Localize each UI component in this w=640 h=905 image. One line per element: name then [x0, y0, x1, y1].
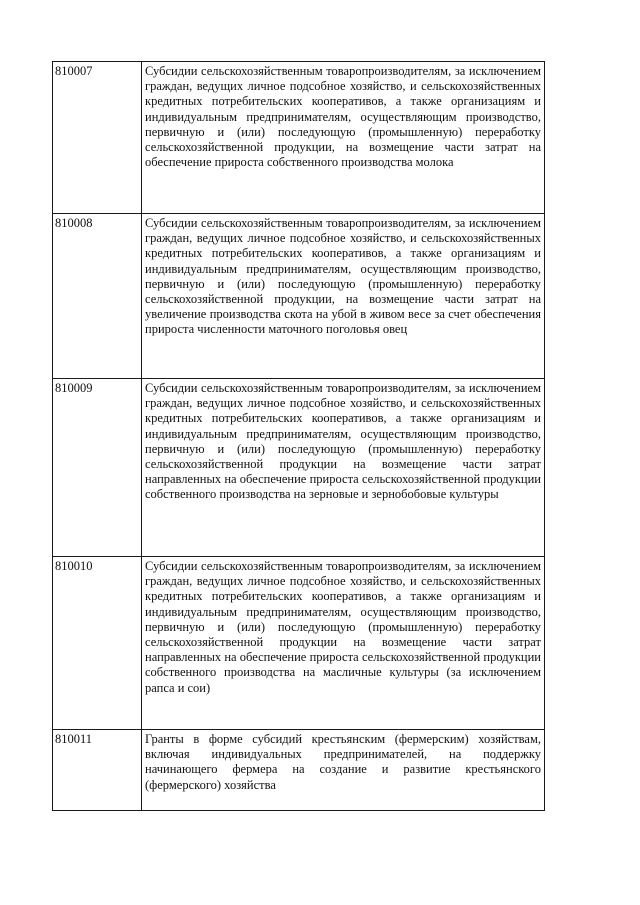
- description-cell: Субсидии сельскохозяйственным товаропроизводителям, за исключением граждан, ведущих личное подсобное хозяйство, и сельскохозяйственных кредитных потребительских кооперативов, а также организациям и индивидуальным предпринимателям, осуществляющим производство, первичную и (или) последующую (промышленную) переработку сельскохозяйственной продукции, на возмещение части затрат на обеспечение прироста собственного производства молока: [142, 62, 545, 214]
- description-cell: Гранты в форме субсидий крестьянским (фермерским) хозяйствам, включая индивидуальных предпринимателей, на поддержку начинающего фермера на создание и развитие крестьянского (фермерского) хозяйства: [142, 730, 545, 811]
- description-cell: Субсидии сельскохозяйственным товаропроизводителям, за исключением граждан, ведущих личное подсобное хозяйство, и сельскохозяйственных кредитных потребительских кооперативов, а также организациям и индивидуальным предпринимателям, осуществляющим производство, первичную и (или) последующую (промышленную) переработку сельскохозяйственной продукции на возмещение части затрат направленных на обеспечение прироста сельскохозяйственной продукции собственного производства на зерновые и зернобобовые культуры: [142, 379, 545, 557]
- table-row: [53, 379, 545, 557]
- table-row: [53, 214, 545, 379]
- table-row: [53, 730, 545, 811]
- description-cell: Субсидии сельскохозяйственным товаропроизводителям, за исключением граждан, ведущих личное подсобное хозяйство, и сельскохозяйственных кредитных потребительских кооперативов, а также организациям и индивидуальным предпринимателям, осуществляющим производство, первичную и (или) последующую (промышленную) переработку сельскохозяйственной продукции на возмещение части затрат направленных на обеспечение прироста сельскохозяйственной продукции собственного производства на масличные культуры (за исключением рапса и сои): [142, 557, 545, 730]
- code-cell: 810007: [53, 62, 142, 214]
- table-row: [53, 557, 545, 730]
- code-cell: 810011: [53, 730, 142, 811]
- description-cell: Субсидии сельскохозяйственным товаропроизводителям, за исключением граждан, ведущих личное подсобное хозяйство, и сельскохозяйственных кредитных потребительских кооперативов, а также организациям и индивидуальным предпринимателям, осуществляющим производство, первичную и (или) последующую (промышленную) переработку сельскохозяйственной продукции, на возмещение части затрат на увеличение производства скота на убой в живом весе за счет обеспечения прироста численности маточного поголовья овец: [142, 214, 545, 379]
- code-cell: 810008: [53, 214, 142, 379]
- subsidy-codes-table: [52, 61, 545, 811]
- code-cell: 810009: [53, 379, 142, 557]
- code-cell: 810010: [53, 557, 142, 730]
- table-row: [53, 62, 545, 214]
